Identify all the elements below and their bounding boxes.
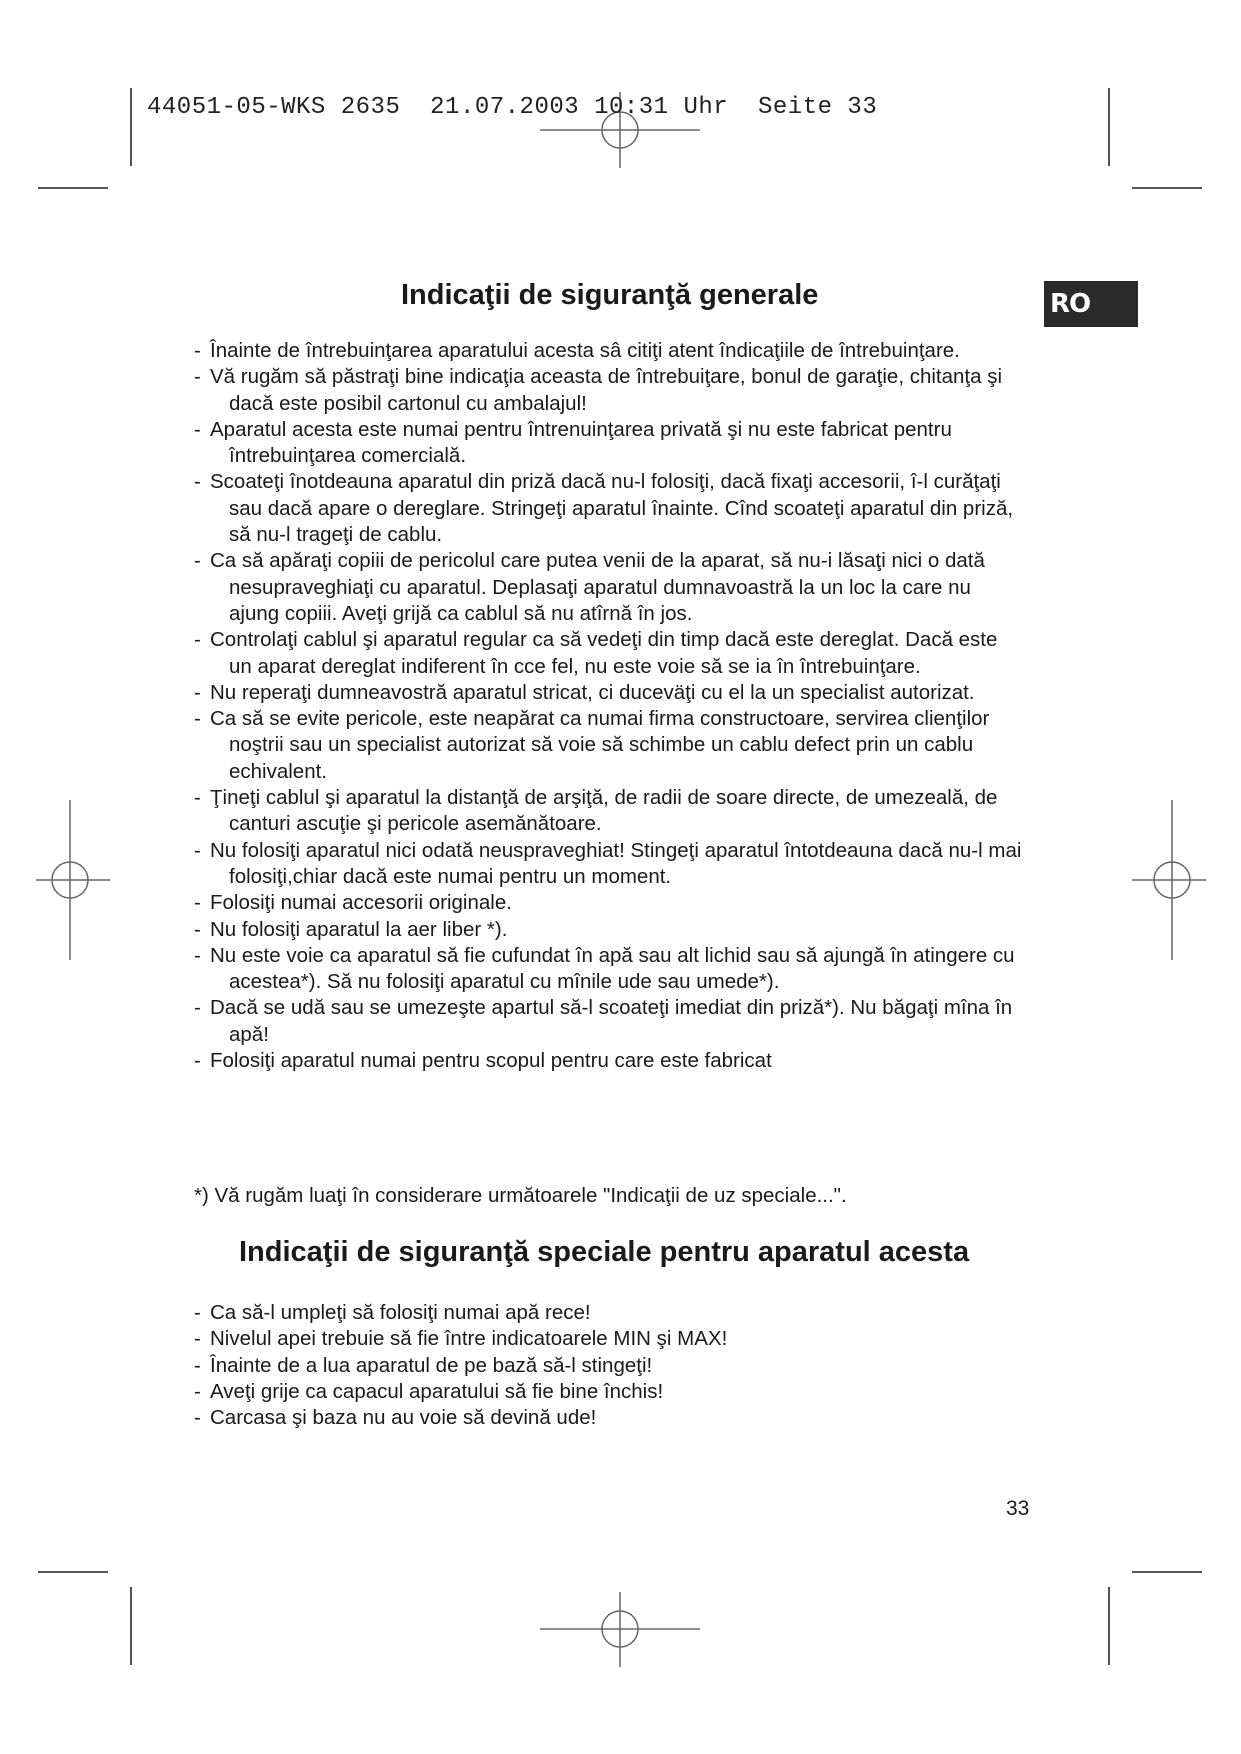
list-item: - Dacă se udă sau se umezeşte apartul să-l scoateţi imediat din priză*). Nu băgaţi mîna în apă!: [194, 996, 1013, 1046]
list-item: - Nivelul apei trebuie să fie între indicatoarele MIN şi MAX!: [194, 1327, 728, 1351]
language-tab: RO: [1044, 281, 1138, 327]
list-item: - Aveţi grije ca capacul aparatului să fie bine închis!: [194, 1379, 664, 1403]
list-item: - Scoateţi înotdeauna aparatul din priză dacă nu-l folosiţi, dacă fixaţi accesorii, î-l curăţaţi sau dacă apare o dereglare. Stringeţi aparatul înainte. Cînd scoateţi aparatul din priză, să nu-l trageţi de cablu.: [194, 470, 1014, 547]
footnote: *) Vă rugăm luaţi în considerare următoarele "Indicaţii de uz speciale...".: [194, 1184, 847, 1207]
page-number: 33: [1006, 1497, 1030, 1520]
list-item: - Carcasa şi baza nu au voie să devină ude!: [194, 1406, 597, 1430]
print-slug-header: 44051-05-WKS 2635 21.07.2003 10:31 Uhr Seite 33: [147, 94, 878, 121]
registration-mark-bottom: [540, 1592, 700, 1667]
list-item: - Ca să apăraţi copiii de pericolul care putea venii de la aparat, să nu-i lăsaţi nici o dată nesupraveghiaţi cu aparatul. Deplasaţi aparatul dumnavoastră la un loc la care nu ajung copiii. Aveţi grijă ca cablul să nu atîrnă în jos.: [194, 549, 985, 625]
registration-mark-left: [36, 800, 110, 960]
list-item: - Ca să se evite pericole, este neapărat ca numai firma constructoare, servirea clienţilor noştrii sau un specialist autorizat să voie să schimbe un cablu defect prin un cablu echivalent.: [194, 707, 990, 783]
list-item: - Folosiţi aparatul numai pentru scopul pentru care este fabricat: [194, 1049, 772, 1073]
list-item: - Aparatul acesta este numai pentru întrenuinţarea privată şi nu este fabricat pentru întrebuinţarea comercială.: [194, 417, 952, 468]
section-title-special: Indicaţii de siguranţă speciale pentru aparatul acesta: [239, 1236, 970, 1268]
list-item: - Ca să-l umpleţi să folosiţi numai apă rece!: [194, 1301, 591, 1324]
list-item: - Folosiţi numai accesorii originale.: [194, 891, 512, 915]
list-item: - Înainte de a lua aparatul de pe bază să-l stingeţi!: [194, 1353, 653, 1377]
list-item: - Ţineţi cablul şi aparatul la distanţă de arşiţă, de radii de soare directe, de umezeală, de canturi ascuţie şi pericole asemănătoare.: [194, 786, 998, 836]
list-item: - Nu folosiţi aparatul la aer liber *).: [194, 917, 508, 941]
list-item: - Înainte de întrebuinţarea aparatului acesta sâ citiţi atent îndicaţiile de întrebuinţare.: [194, 339, 960, 362]
list-item: - Nu reperaţi dumneavostră aparatul stricat, ci duceväţi cu el la un specialist autorizat.: [194, 680, 975, 704]
list-item: - Nu este voie ca aparatul să fie cufundat în apă sau alt lichid sau să ajungă în atingere cu acestea*). Să nu folosiţi aparatul cu mînile ude sau umede*).: [194, 943, 1015, 994]
registration-mark-right: [1132, 800, 1206, 960]
section-title-general: Indicaţii de siguranţă generale: [401, 279, 819, 311]
general-safety-list: [194, 338, 1024, 1074]
list-item: - Nu folosiţi aparatul nici odată neuspraveghiat! Stingeţi aparatul întotdeauna dacă nu-l mai folosiţi,chiar dacă este numai pentru un moment.: [194, 838, 1022, 888]
special-safety-list: [194, 1300, 1024, 1431]
list-item: - Vă rugăm să păstraţi bine indicaţia aceasta de întrebuiţare, bonul de garaţie, chitanţa şi dacă este posibil cartonul cu ambalajul!: [194, 365, 1003, 415]
list-item: - Controlaţi cablul şi aparatul regular ca să vedeţi din timp dacă este dereglat. Dacă este un aparat dereglat indiferent în cce fel, nu este voie să se ia în întrebuinţare.: [194, 628, 998, 678]
